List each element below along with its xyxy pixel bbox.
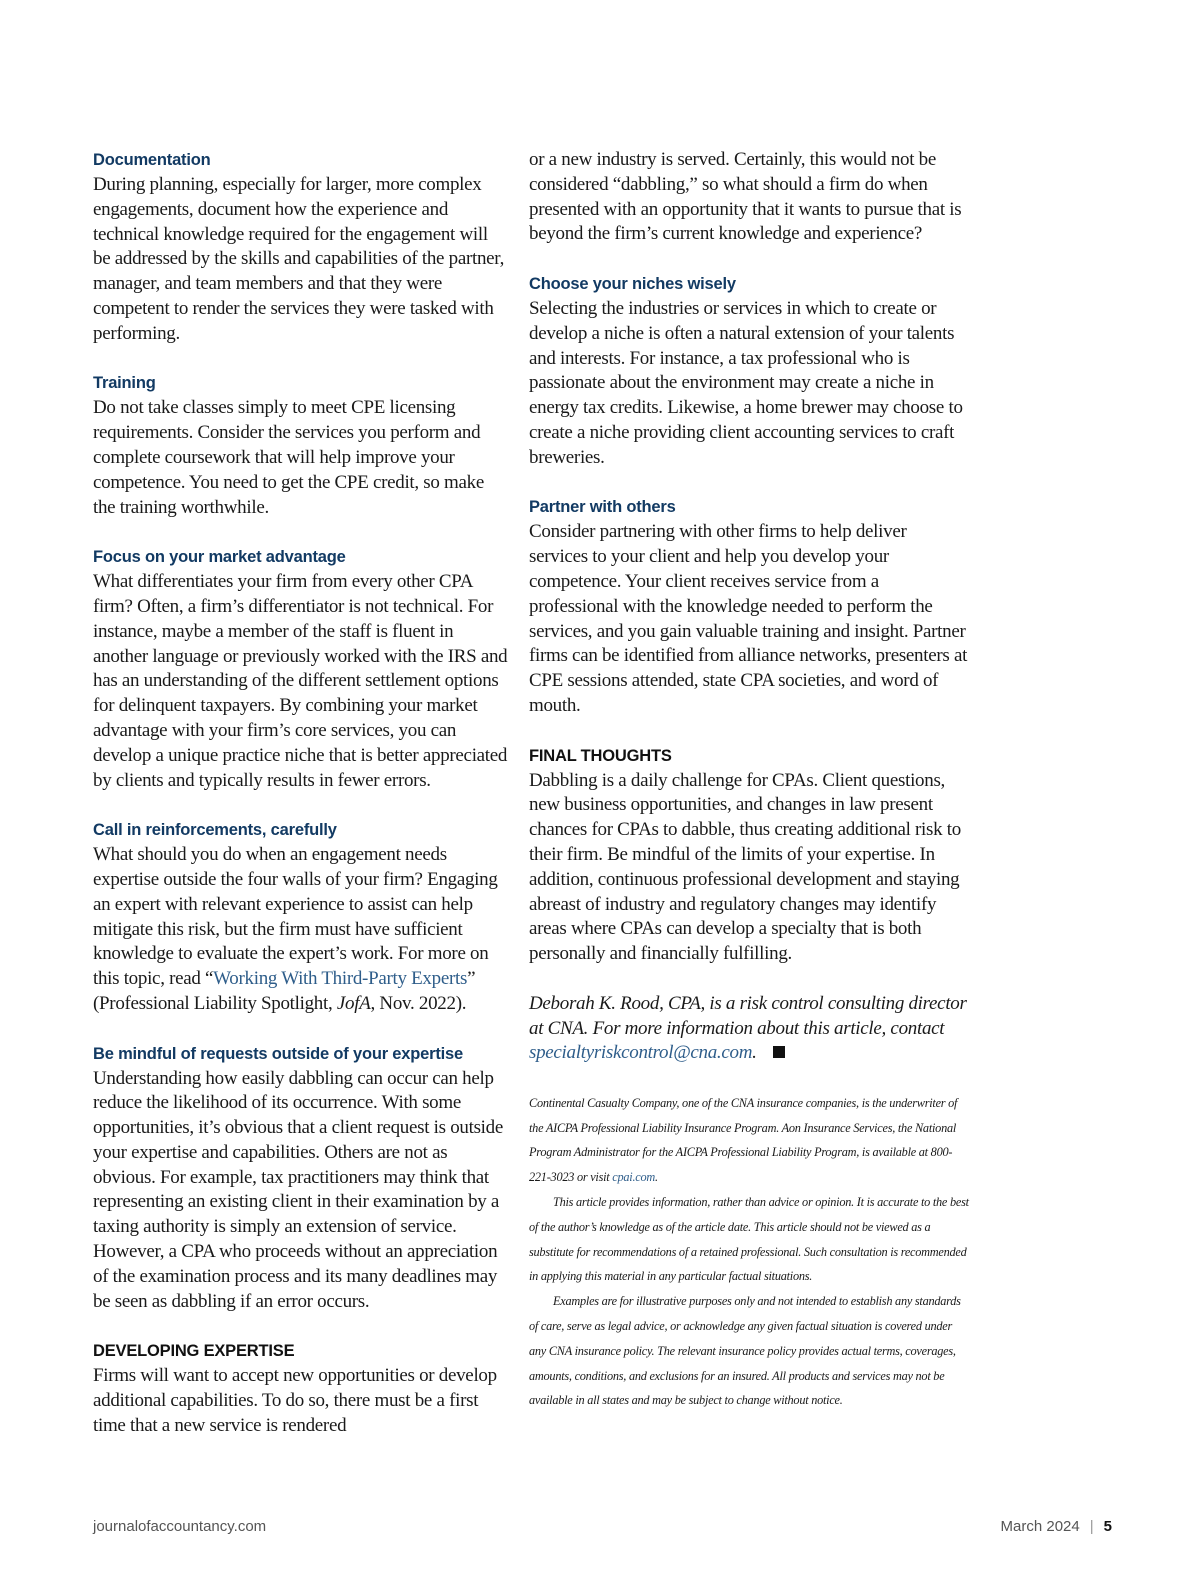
disclaimer-end-1: . (655, 1170, 658, 1185)
footer-date: March 2024 (1000, 1518, 1080, 1535)
right-column (529, 148, 969, 1413)
left-column (93, 148, 508, 1463)
reinforcements-text: What should you do when an engagement needs expertise outside the four walls of your firm? Engaging an expert with relevant experience to assist can help mitigate this risk, but the firm must have sufficient knowledge to evaluate the expert’s work. For more on this topic, read “ (93, 844, 498, 990)
disclaimer-paragraph-2: This article provides information, rather than advice or opinion. It is accurate to the best of the author’s knowledge as of the article date. This article should not be viewed as a substitute for recommendations of a retained professional. Such consultation is recommended in applying this material in any particular factual situations. (529, 1195, 969, 1284)
section-heading-market-advantage: Focus on your market advantage (93, 548, 346, 567)
disclaimer-paragraph-3: Examples are for illustrative purposes only and not intended to establish any standards of care, serve as legal advice, or acknowledge any given factual situation is covered under any CNA insurance policy. The relevant insurance policy provides actual terms, coverages, amounts, conditions, and exclusions for an insured. All products and services may not be available in all states and may be subject to change without notice. (529, 1294, 961, 1408)
paragraph-partner: Consider partnering with other firms to help deliver services to your client and help you develop your competence. Your client receives service from a professional with the knowledge needed to perform the services, and you gain valuable training and insight. Partner firms can be identified from alliance networks, presenters at CPE sessions attended, state CPA societies, and word of mouth. (529, 521, 968, 716)
paragraph-final-thoughts: Dabbling is a daily challenge for CPAs. Client questions, new business opportunities, and changes in law present chances for CPAs to dabble, thus creating additional risk to their firm. Be mindful of the limits of your expertise. In addition, continuous professional development and staying abreast of industry and regulatory changes may identify areas where CPAs can develop a specialty that is both personally and financially fulfilling. (529, 769, 961, 965)
paragraph-developing-expertise: Firms will want to accept new opportunities or develop additional capabilities. To do so, there must be a first time that a new service is rendered (93, 1365, 497, 1436)
section-heading-mindful: Be mindful of requests outside of your expertise (93, 1044, 463, 1063)
cpai-link[interactable]: cpai.com (612, 1170, 656, 1185)
journal-name: JofA (336, 992, 371, 1014)
third-party-experts-link[interactable]: Working With Third-Party Experts (213, 968, 468, 990)
paragraph-mindful: Understanding how easily dabbling can occur can help reduce the likelihood of its occurrence. With some opportunities, it’s obvious that a client request is outside your expertise and capabilities. Others are not as obvious. For example, tax practitioners may think that representing an existing client in their examination by a taxing authority is simply an extension of service. However, a CPA who proceeds without an appreciation of the examination process and its many deadlines may be seen as dabbling if an error occurs. (93, 1067, 503, 1312)
author-bio-end: . (752, 1042, 757, 1064)
section-heading-final-thoughts: FINAL THOUGHTS (529, 746, 672, 765)
paragraph-continuation: or a new industry is served. Certainly, this would not be considered “dabbling,” so what should a firm do when presented with an opportunity that it wants to pursue that is beyond the firm’s current knowledge and experience? (529, 149, 962, 245)
section-heading-reinforcements: Call in reinforcements, carefully (93, 821, 337, 840)
disclaimer-paragraph-1 (529, 1091, 969, 1190)
footer-website: journalofaccountancy.com (93, 1518, 267, 1535)
reinforcements-date: , Nov. 2022). (370, 992, 467, 1014)
paragraph-market-advantage: What differentiates your firm from every other CPA firm? Often, a firm’s differentiator is not technical. For instance, maybe a member of the staff is fluent in another language or previously worked with the IRS and has an understanding of the different settlement options for delinquent taxpayers. By combining your market advantage with your firm’s core services, you can develop a unique practice niche that is better appreciated by clients and typically results in fewer errors. (93, 571, 508, 791)
section-heading-developing-expertise: DEVELOPING EXPERTISE (93, 1342, 295, 1361)
author-bio-text: Deborah K. Rood, CPA, is a risk control consulting director at CNA. For more information about this article, contact (529, 992, 967, 1039)
disclaimer-text-1: Continental Casualty Company, one of the CNA insurance companies, is the underwriter of the AICPA Professional Liability Insurance Program. Aon Insurance Services, the National Program Administrator for the AICPA Professional Liability Program, is available at 800-221-3023 or visit (529, 1095, 958, 1185)
end-mark-icon (773, 1046, 785, 1058)
footer-page-info (1001, 1516, 1112, 1538)
paragraph-reinforcements (93, 843, 508, 1017)
section-heading-training: Training (93, 374, 156, 393)
author-email-link[interactable]: specialtyriskcontrol@cna.com (529, 1042, 753, 1064)
paragraph-documentation: During planning, especially for larger, more complex engagements, document how the experience and technical knowledge required for the engagement will be addressed by the skills and capabilities of the partner, manager, and team members and that they were competent to render the services they were tasked with performing. (93, 174, 505, 344)
section-heading-documentation: Documentation (93, 151, 211, 169)
paragraph-niches: Selecting the industries or services in which to create or develop a niche is often a natural extension of your talents and interests. For instance, a tax professional who is passionate about the environment may create a niche in energy tax credits. Likewise, a home brewer may choose to create a niche providing client accounting services to craft breweries. (529, 297, 963, 468)
footer-separator: | (1089, 1518, 1094, 1535)
author-bio (529, 992, 969, 1066)
section-heading-partner: Partner with others (529, 498, 676, 517)
section-heading-niches: Choose your niches wisely (529, 274, 736, 293)
page-number: 5 (1103, 1518, 1112, 1535)
paragraph-training: Do not take classes simply to meet CPE licensing requirements. Consider the services you perform and complete coursework that will help improve your competence. You need to get the CPE credit, so make the training worthwhile. (93, 397, 484, 518)
reinforcements-citation: ” (Professional Liability Spotlight, (93, 968, 476, 1014)
disclaimer (529, 1091, 969, 1413)
